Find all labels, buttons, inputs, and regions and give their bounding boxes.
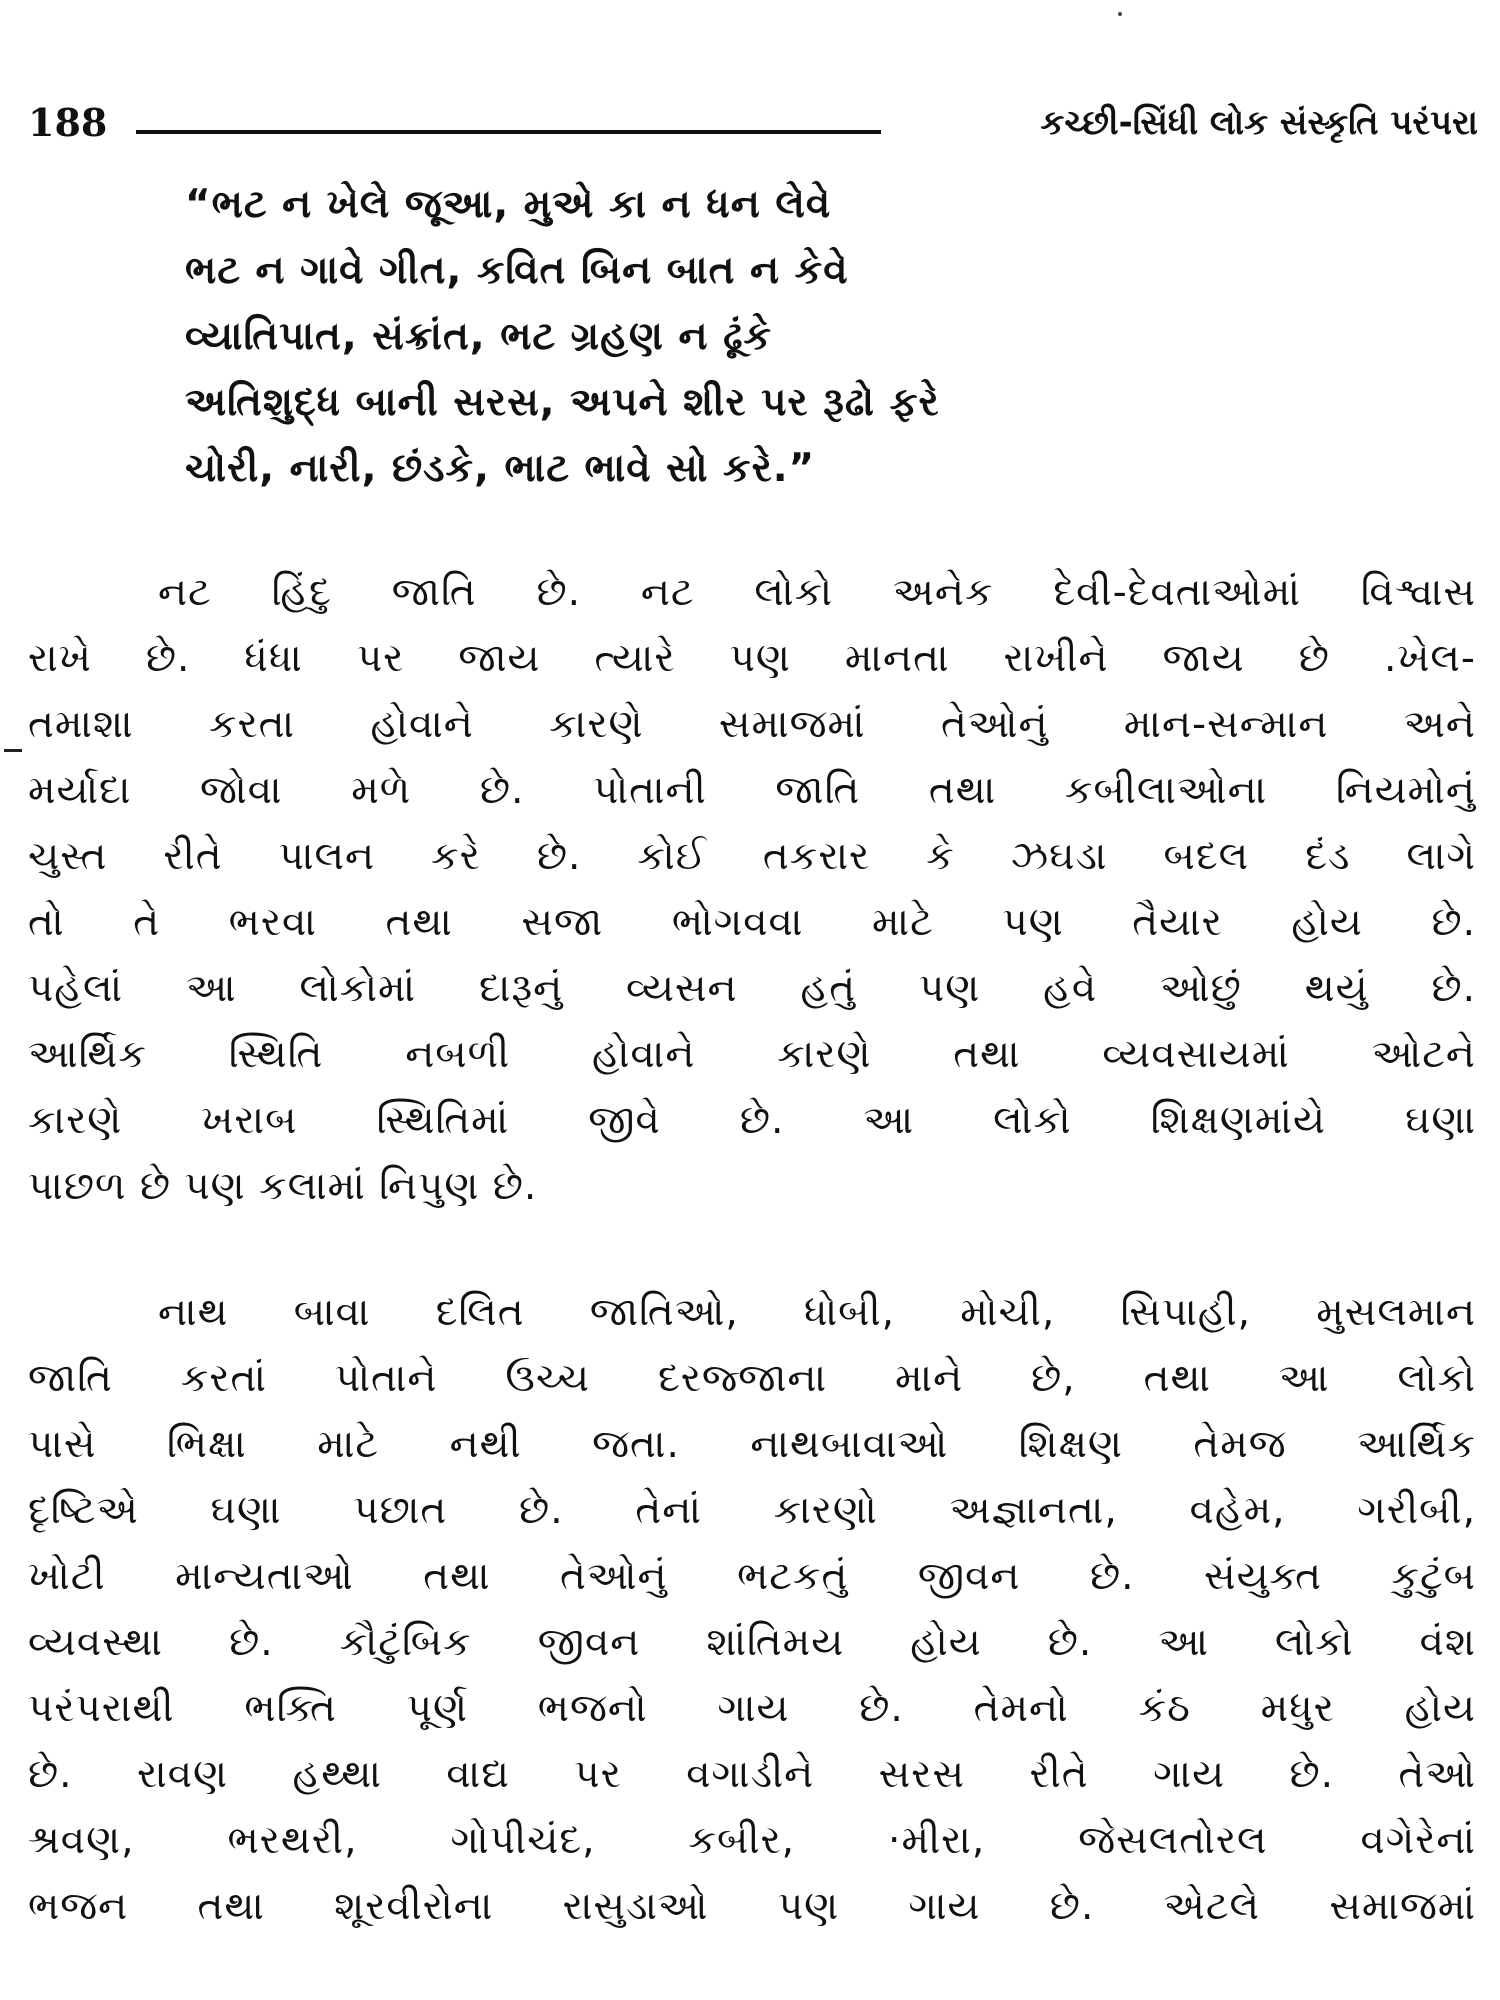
book-title: કચ્છી-સિંધી લોક સંસ્કૃતિ પરંપરા [1040,103,1478,143]
verse-line: “ભટ ન ખેલે જૂઆ, મુએ કા ન ધન લેવે [185,182,832,227]
paragraph-nath-bava [28,1280,1476,1940]
paragraph-line: ખોટી માન્યતાઓ તથા તેઓનું ભટકતું જીવન છે. સંયુક્ત કુટુંબ [28,1554,1476,1599]
paragraph-line: નાથ બાવા દલિત જાતિઓ, ધોબી, મોચી, સિપાહી, મુસલમાન [158,1290,1476,1335]
scan-speck [1118,12,1122,16]
paragraph-line: ચુસ્ત રીતે પાલન કરે છે. કોઈ તકરાર કે ઝઘડા બદલ દંડ લાગે [28,834,1476,879]
paragraph-line: પાછળ છે પણ કલામાં નિપુણ છે. [28,1164,538,1209]
paragraph-line: તો તે ભરવા તથા સજા ભોગવવા માટે પણ તૈયાર હોય છે. [28,900,1476,945]
paragraph-line: પરંપરાથી ભક્તિ પૂર્ણ ભજનો ગાય છે. તેમનો કંઠ મધુર હોય [28,1686,1476,1731]
page-number: 188 [28,100,108,145]
paragraph-line: રાખે છે. ધંધા પર જાય ત્યારે પણ માનતા રાખીને જાય છે .ખેલ- [28,636,1476,681]
paragraph-line: જાતિ કરતાં પોતાને ઉચ્ચ દરજ્જાના માને છે, તથા આ લોકો [28,1356,1476,1401]
page-header [28,100,1478,146]
paragraph-line: પહેલાં આ લોકોમાં દારૂનું વ્યસન હતું પણ હવે ઓછું થયું છે. [28,966,1476,1011]
verse-line: વ્યાતિપાત, સંક્રાંત, ભટ ગ્રહણ ન ઢૂંકે [185,314,772,359]
paragraph-line: પાસે ભિક્ષા માટે નથી જતા. નાથબાવાઓ શિક્ષણ તેમજ આર્થિક [28,1422,1476,1467]
verse-line: અતિશુદ્ધ બાની સરસ, અપને શીર પર રૂઢો ફરે [185,380,940,425]
paragraph-line: આર્થિક સ્થિતિ નબળી હોવાને કારણે તથા વ્યવસાયમાં ઓટને [28,1032,1476,1077]
paragraph-line: છે. રાવણ હથ્થા વાદ્ય પર વગાડીને સરસ રીતે ગાય છે. તેઓ [28,1752,1476,1797]
paragraph-line: વ્યવસ્થા છે. કૌટુંબિક જીવન શાંતિમય હોય છે. આ લોકો વંશ [28,1620,1476,1665]
paragraph-line: દૃષ્ટિએ ઘણા પછાત છે. તેનાં કારણો અજ્ઞાનતા, વહેમ, ગરીબી, [28,1488,1476,1533]
paragraph-nat [28,560,1476,1220]
verse-line: ભટ ન ગાવે ગીત, કવિત બિન બાત ન કેવે [185,248,849,293]
verse-line: ચોરી, નારી, છંડકે, ભાટ ભાવે સો કરે.” [185,446,816,491]
paragraph-line: મર્યાદા જોવા મળે છે. પોતાની જાતિ તથા કબીલાઓના નિયમોનું [28,768,1476,813]
paragraph-line: કારણે ખરાબ સ્થિતિમાં જીવે છે. આ લોકો શિક્ષણમાંયે ઘણા [28,1098,1476,1143]
margin-mark [4,749,22,752]
verse-block [185,172,1285,502]
header-rule [136,130,881,134]
paragraph-line: શ્રવણ, ભરથરી, ગોપીચંદ, કબીર, ·મીરા, જેસલતોરલ વગેરેનાં [28,1818,1476,1863]
paragraph-line: નટ હિંદુ જાતિ છે. નટ લોકો અનેક દેવી-દેવતાઓમાં વિશ્વાસ [158,570,1476,615]
paragraph-line: ભજન તથા શૂરવીરોના રાસુડાઓ પણ ગાય છે. એટલે સમાજમાં [28,1884,1476,1929]
paragraph-line: તમાશા કરતા હોવાને કારણે સમાજમાં તેઓનું માન-સન્માન અને [28,702,1476,747]
